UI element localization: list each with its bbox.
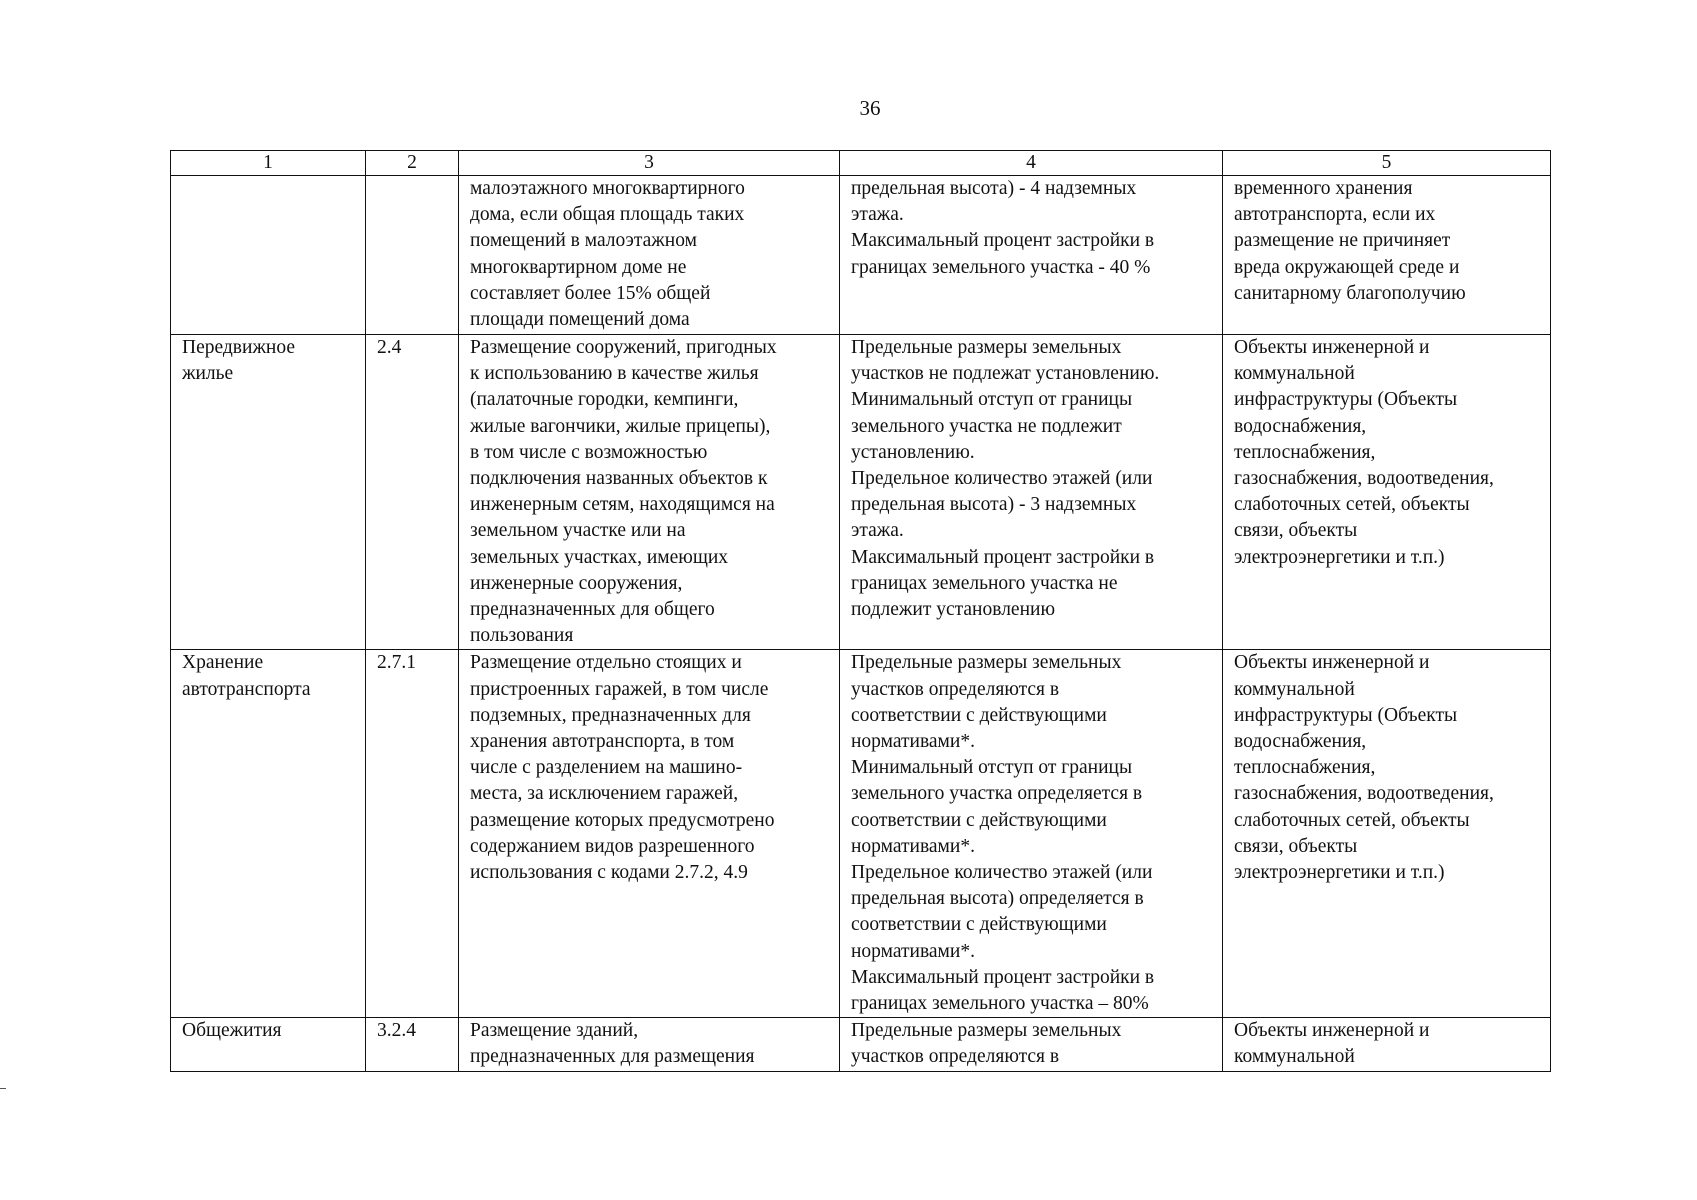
row-code-cell: 2.4 [366, 335, 459, 650]
row-parameters-cell: предельная высота) - 4 надземных этажа. Максимальный процент застройки в границах земельного участка - 40 % [840, 176, 1223, 335]
row-code-cell: 3.2.4 [366, 1018, 459, 1071]
header-col-4: 4 [840, 151, 1223, 176]
row-description-cell: малоэтажного многоквартирного дома, если общая площадь таких помещений в малоэтажном многоквартирном доме не составляет более 15% общей площади помещений дома [459, 176, 840, 335]
row-parameters-cell: Предельные размеры земельных участков не подлежат установлению. Минимальный отступ от границы земельного участка не подлежит установлению. Предельное количество этажей (или предельная высота) - 3 надземных этажа. Максимальный процент застройки в границах земельного участка не подлежит установлению [840, 335, 1223, 650]
header-col-3: 3 [459, 151, 840, 176]
row-parameters-cell: Предельные размеры земельных участков определяются в [840, 1018, 1223, 1071]
scan-edge-mark [0, 1088, 6, 1089]
table-header [171, 151, 1551, 176]
row-parameters-cell: Предельные размеры земельных участков определяются в соответствии с действующими нормативами*. Минимальный отступ от границы земельного участка определяется в соответствии с действующими нормативами*. Предельное количество этажей (или предельная высота) определяется в соответствии с действующими нормативами*. Максимальный процент застройки в границах земельного участка – 80% [840, 650, 1223, 1018]
row-code-cell: 2.7.1 [366, 650, 459, 1018]
row-auxiliary-cell: временного хранения автотранспорта, если их размещение не причиняет вреда окружающей среде и санитарному благополучию [1223, 176, 1551, 335]
land-use-table [170, 150, 1551, 1072]
table-row [171, 335, 1551, 650]
header-col-5: 5 [1223, 151, 1551, 176]
header-col-1: 1 [171, 151, 366, 176]
row-auxiliary-cell: Объекты инженерной и коммунальной [1223, 1018, 1551, 1071]
row-description-cell: Размещение зданий, предназначенных для размещения [459, 1018, 840, 1071]
table-body [171, 176, 1551, 1072]
row-name-cell: Общежития [171, 1018, 366, 1071]
header-row [171, 151, 1551, 176]
row-name-cell: Передвижное жилье [171, 335, 366, 650]
table-row [171, 176, 1551, 335]
page-number: 36 [859, 96, 881, 120]
row-name-cell: Хранение автотранспорта [171, 650, 366, 1018]
row-auxiliary-cell: Объекты инженерной и коммунальной инфраструктуры (Объекты водоснабжения, теплоснабжения, газоснабжения, водоотведения, слаботочных сетей, объекты связи, объекты электроэнергетики и т.п.) [1223, 650, 1551, 1018]
table-row [171, 1018, 1551, 1071]
row-description-cell: Размещение сооружений, пригодных к использованию в качестве жилья (палаточные городки, кемпинги, жилые вагончики, жилые прицепы), в том числе с возможностью подключения названных объектов к инженерным сетям, находящимся на земельном участке или на земельных участках, имеющих инженерные сооружения, предназначенных для общего пользования [459, 335, 840, 650]
row-auxiliary-cell: Объекты инженерной и коммунальной инфраструктуры (Объекты водоснабжения, теплоснабжения, газоснабжения, водоотведения, слаботочных сетей, объекты связи, объекты электроэнергетики и т.п.) [1223, 335, 1551, 650]
row-description-cell: Размещение отдельно стоящих и пристроенных гаражей, в том числе подземных, предназначенных для хранения автотранспорта, в том числе с разделением на машино- места, за исключением гаражей, размещение которых предусмотрено содержанием видов разрешенного использования с кодами 2.7.2, 4.9 [459, 650, 840, 1018]
row-code-cell [366, 176, 459, 335]
row-name-cell [171, 176, 366, 335]
table-row [171, 650, 1551, 1018]
header-col-2: 2 [366, 151, 459, 176]
